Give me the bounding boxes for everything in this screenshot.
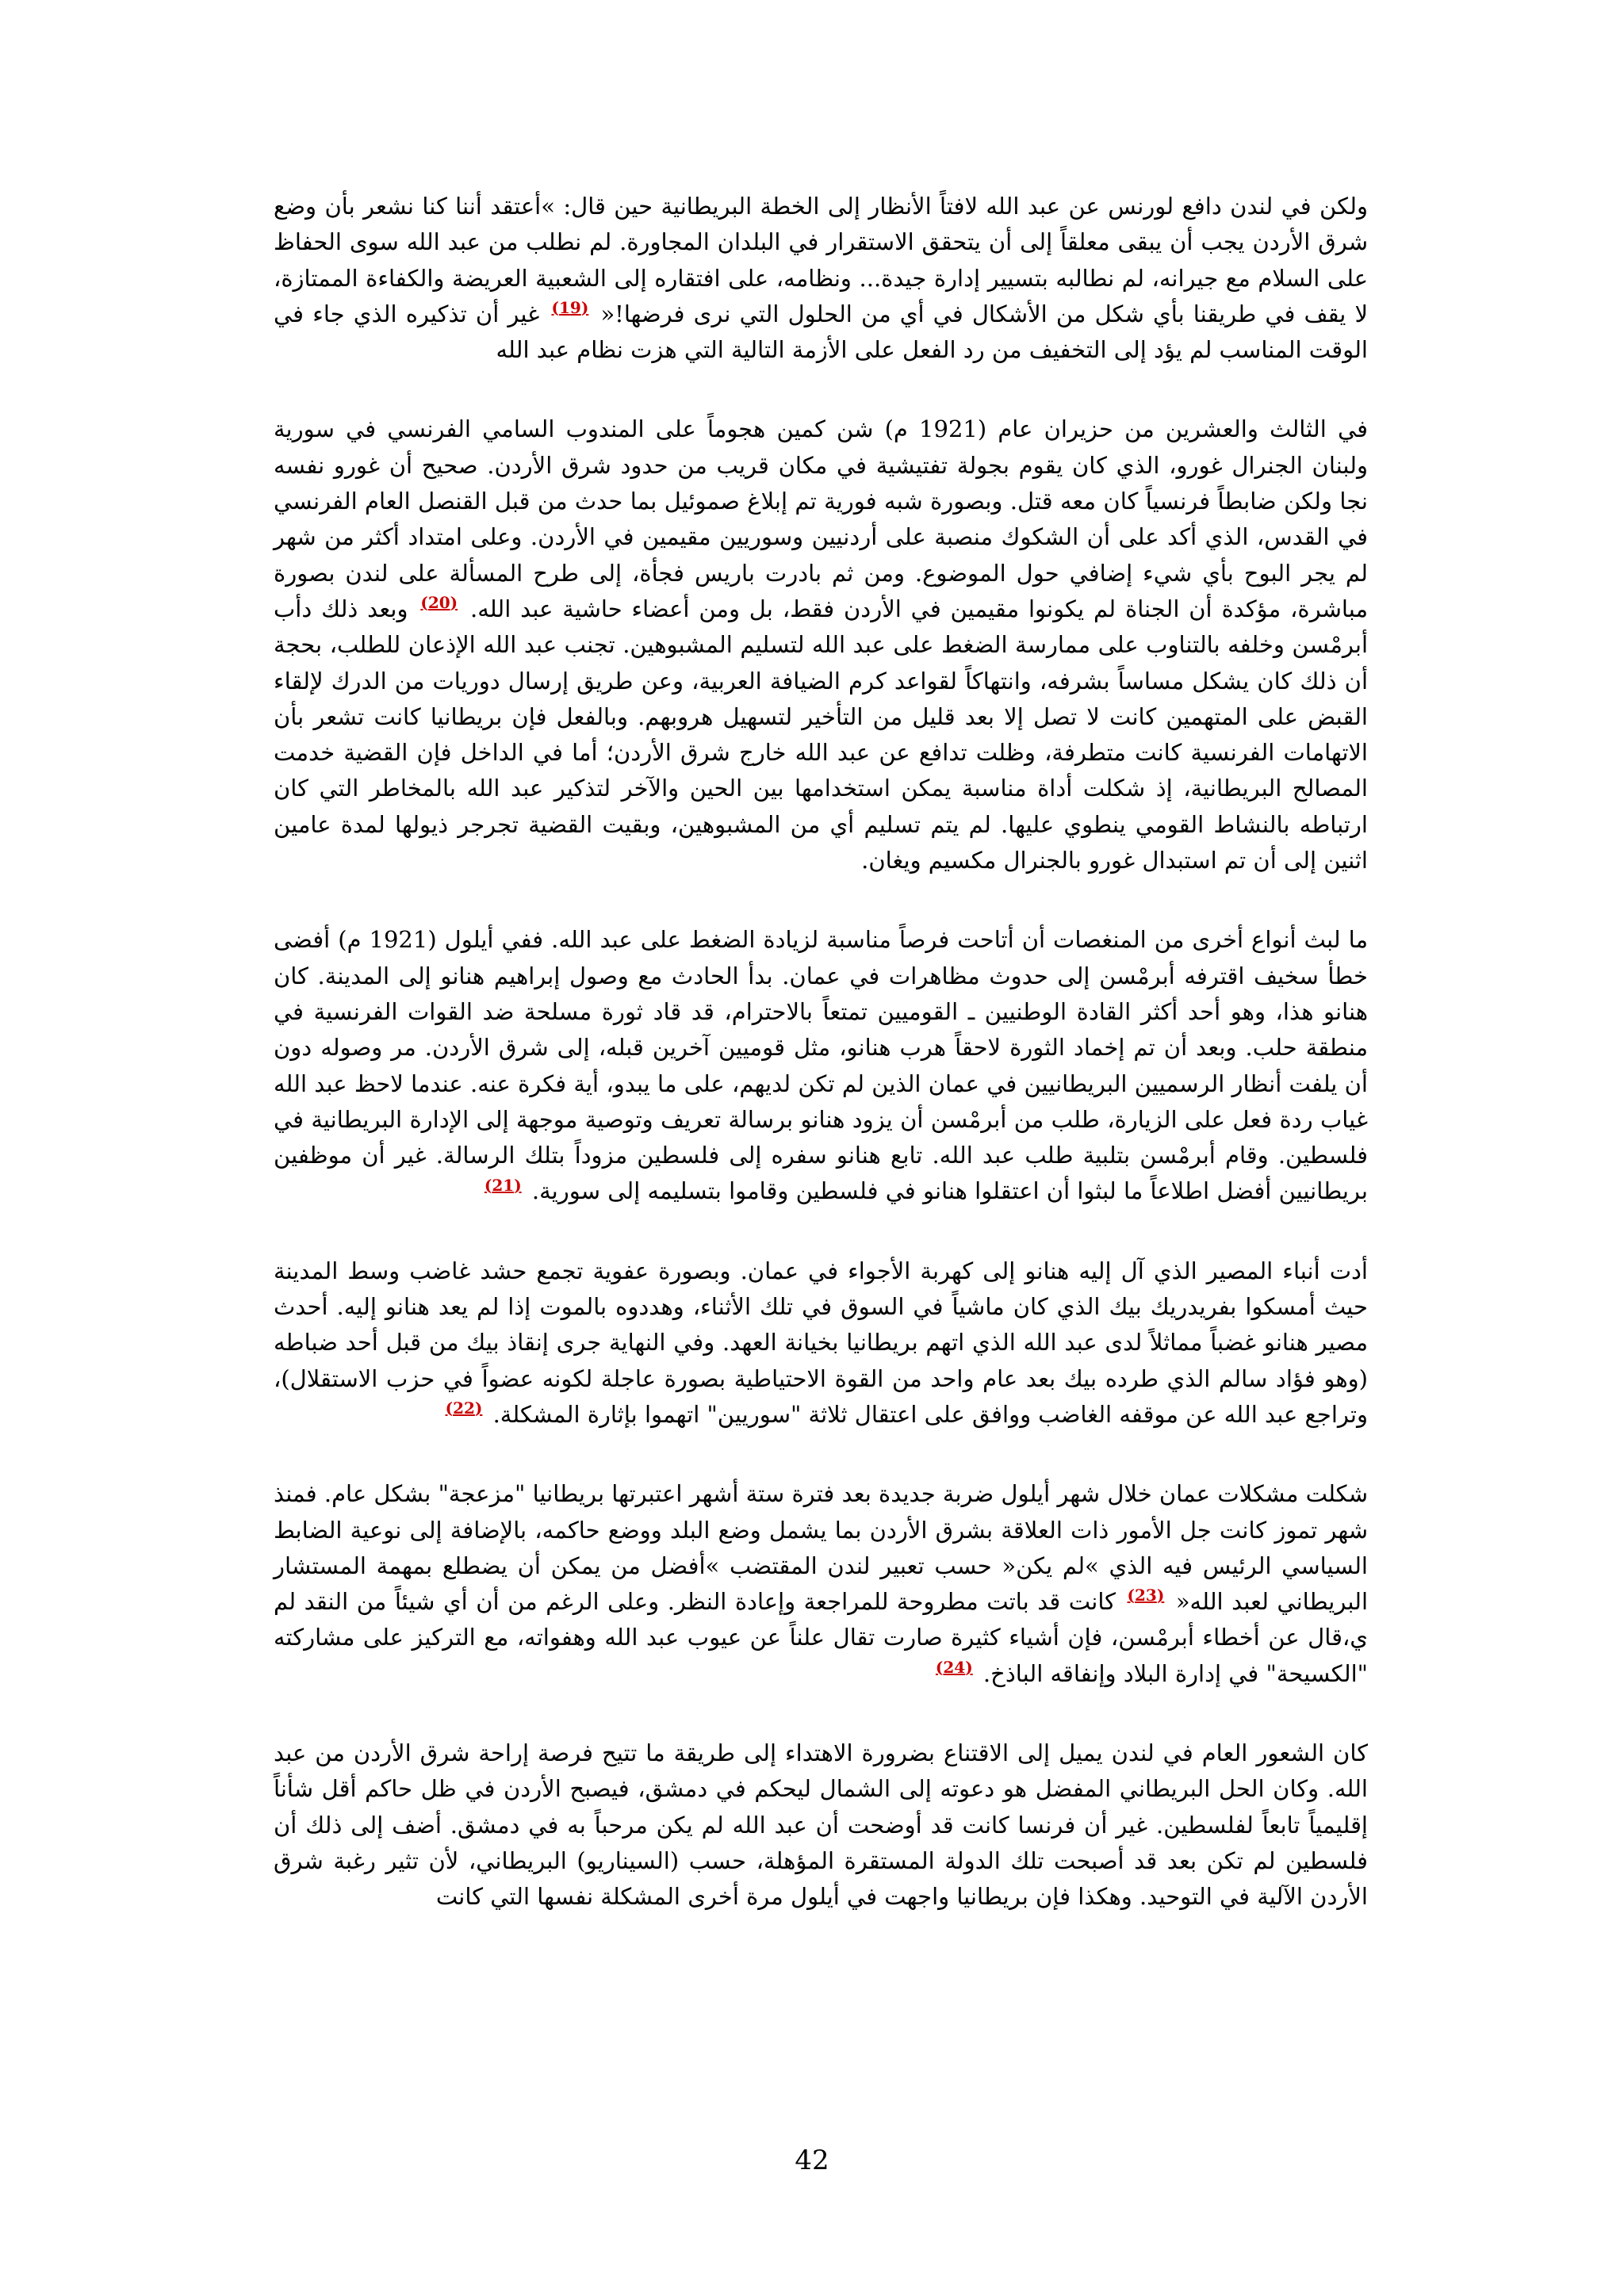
footnote-ref-23[interactable]: (23)	[1127, 1586, 1165, 1605]
footnote-ref-22[interactable]: (22)	[445, 1399, 483, 1418]
paragraph-2	[274, 411, 1368, 878]
paragraph-text: أدت أنباء المصير الذي آل إليه هنانو إلى كهربة الأجواء في عمان. وبصورة عفوية تجمع حشد غاضب وسط المدينة حيث أمسكوا بفريدريك بيك الذي كان ماشياً في السوق في تلك الأثناء، وهددوه بالموت إذا لم يعد هنانو إليه. أحدث مصير هنانو غضباً مماثلاً لدى عبد الله الذي اتهم بريطانيا بخيانة العهد. وفي النهاية جرى إنقاذ بيك من قبل أحد ضباطه (وهو فؤاد سالم الذي طرده بيك بعد عام واحد من القوة الاحتياطية بصورة عاجلة لكونه عضواً في حزب الاستقلال)، وتراجع عبد الله عن موقفه الغاضب ووافق على اعتقال ثلاثة "سوريين" اتهموا بإثارة المشكلة.	[274, 1257, 1368, 1428]
paragraph-text: كان الشعور العام في لندن يميل إلى الاقتناع بضرورة الاهتداء إلى طريقة ما تتيح فرصة إراحة شرق الأردن من عبد الله. وكان الحل البريطاني المفضل هو دعوته إلى الشمال ليحكم في دمشق، فيصبح الأردن في ظل حاكم أقل شأناً إقليمياً تابعاً لفلسطين. غير أن فرنسا كانت قد أوضحت أن عبد الله لم يكن مرحباً به في دمشق. أضف إلى ذلك أن فلسطين لم تكن بعد قد أصبحت تلك الدولة المستقرة المؤهلة، حسب (السيناريو) البريطاني، لأن تثير رغبة شرق الأردن الآلية في التوحيد. وهكذا فإن بريطانيا واجهت في أيلول مرة أخرى المشكلة نفسها التي كانت	[274, 1739, 1368, 1911]
paragraph-text: ما لبث أنواع أخرى من المنغصات أن أتاحت فرصاً مناسبة لزيادة الضغط على عبد الله. ففي أيلول (1921 م) أفضى خطأ سخيف اقترفه أبرمْسن إلى حدوث مظاهرات في عمان. بدأ الحادث مع وصول إبراهيم هنانو إلى المدينة. كان هنانو هذا، وهو أحد أكثر القادة الوطنيين ـ القوميين تمتعاً بالاحترام، قد قاد ثورة مسلحة ضد القوات الفرنسية في منطقة حلب. وبعد أن تم إخماد الثورة لاحقاً هرب هنانو، مثل قوميين آخرين قبله، إلى شرق الأردن. مر وصوله دون أن يلفت أنظار الرسميين البريطانيين في عمان الذين لم تكن لديهم، على ما يبدو، أية فكرة عنه. عندما لاحظ عبد الله غياب ردة فعل على الزيارة، طلب من أبرمْسن أن يزود هنانو برسالة تعريف وتوصية موجهة إلى الإدارة البريطانية في فلسطين. وقام أبرمْسن بتلبية طلب عبد الله. تابع هنانو سفره إلى فلسطين مزوداً بتلك الرسالة. غير أن موظفين بريطانيين أفضل اطلاعاً ما لبثوا أن اعتقلوا هنانو في فلسطين وقاموا بتسليمه إلى سورية.	[274, 926, 1368, 1205]
page-number: 42	[795, 2145, 829, 2176]
footnote-ref-21[interactable]: (21)	[484, 1175, 522, 1195]
paragraph-5	[274, 1476, 1368, 1692]
page-body	[274, 189, 1368, 1958]
paragraph-text: شكلت مشكلات عمان خلال شهر أيلول ضربة جديدة بعد فترة ستة أشهر اعتبرتها بريطانيا "مزعجة" بشكل عام. فمنذ شهر تموز كانت جل الأمور ذات العلاقة بشرق الأردن بما يشمل وضع البلد ووضع حاكمه، بالإضافة إلى نوعية الضابط السياسي الرئيس فيه الذي »لم يكن« حسب تعبير لندن المقتضب »أفضل من يمكن أن يضطلع بمهمة المستشار البريطاني لعبد الله«	[274, 1480, 1369, 1616]
paragraph-text: غير أن تذكيره الذي جاء في الوقت المناسب لم يؤد إلى التخفيف من رد الفعل على الأزمة التالية التي هزت نظام عبد الله	[274, 300, 1368, 364]
paragraph-text: كانت قد باتت مطروحة للمراجعة وإعادة النظر. وعلى الرغم من أن أي شيئاً من النقد لم ي،قال عن أخطاء أبرمْسن، فإن أشياء كثيرة صارت تقال علناً عن عيوب عبد الله وهفواته، مع التركيز على مشاركته "الكسيحة" في إدارة البلاد وإنفاقه الباذخ.	[274, 1588, 1368, 1687]
paragraph-text: في الثالث والعشرين من حزيران عام (1921 م) شن كمين هجوماً على المندوب السامي الفرنسي في سورية ولبنان الجنرال غورو، الذي كان يقوم بجولة تفتيشية في مكان قريب من حدود شرق الأردن. صحيح أن غورو نفسه نجا ولكن ضابطاً فرنسياً كان معه قتل. وبصورة شبه فورية تم إبلاغ صموئيل بما حدث من قبل القنصل العام الفرنسي في القدس، الذي أكد على أن الشكوك منصبة على أردنيين وسوريين مقيمين في الأردن. وعلى امتداد أكثر من شهر لم يجر البوح بأي شيء إضافي حول الموضوع. ومن ثم بادرت باريس فجأة، إلى طرح المسألة على لندن بصورة مباشرة، مؤكدة أن الجناة لم يكونوا مقيمين في الأردن فقط، بل ومن أعضاء حاشية عبد الله.	[274, 415, 1369, 622]
footnote-ref-19[interactable]: (19)	[551, 298, 589, 318]
paragraph-6	[274, 1735, 1368, 1915]
paragraph-3	[274, 922, 1368, 1209]
footnote-ref-20[interactable]: (20)	[420, 593, 458, 613]
paragraph-text: وبعد ذلك دأب أبرمْسن وخلفه بالتناوب على ممارسة الضغط على عبد الله لتسليم المشبوهين. تجنب عبد الله الإذعان للطلب، بحجة أن ذلك كان يشكل مساساً بشرفه، وانتهاكاً لقواعد كرم الضيافة العربية، وعن طريق إرسال دوريات من الدرك لإلقاء القبض على المتهمين كانت لا تصل إلا بعد قليل من التأخير لتسهيل هروبهم. وبالفعل فإن بريطانيا كانت تشعر بأن الاتهامات الفرنسية كانت متطرفة، وظلت تدافع عن عبد الله خارج شرق الأردن؛ أما في الداخل فإن القضية خدمت المصالح البريطانية، إذ شكلت أداة مناسبة يمكن استخدامها بين الحين والآخر لتذكير عبد الله بالمخاطر التي كان ارتباطه بالنشاط القومي ينطوي عليها. لم يتم تسليم أي من المشبوهين، وبقيت القضية تجرجر ذيولها لمدة عامين اثنين إلى أن تم استبدال غورو بالجنرال مكسيم ويغان.	[274, 595, 1368, 874]
paragraph-4	[274, 1253, 1368, 1433]
footnote-ref-24[interactable]: (24)	[935, 1658, 973, 1678]
paragraph-1	[274, 189, 1368, 368]
paragraph-text: ولكن في لندن دافع لورنس عن عبد الله لافتاً الأنظار إلى الخطة البريطانية حين قال: »أعتقد أننا كنا نشعر بأن وضع شرق الأردن يجب أن يبقى معلقاً إلى أن يتحقق الاستقرار في البلدان المجاورة. لم نطلب من عبد الله سوى الحفاظ على السلام مع جيرانه، لم نطالبه بتسيير إدارة جيدة... ونظامه، على افتقاره إلى الشعبية العريضة والكفاءة الممتازة، لا يقف في طريقنا بأي شكل من الأشكال في أي من الحلول التي نرى فرضها!«	[274, 193, 1368, 327]
